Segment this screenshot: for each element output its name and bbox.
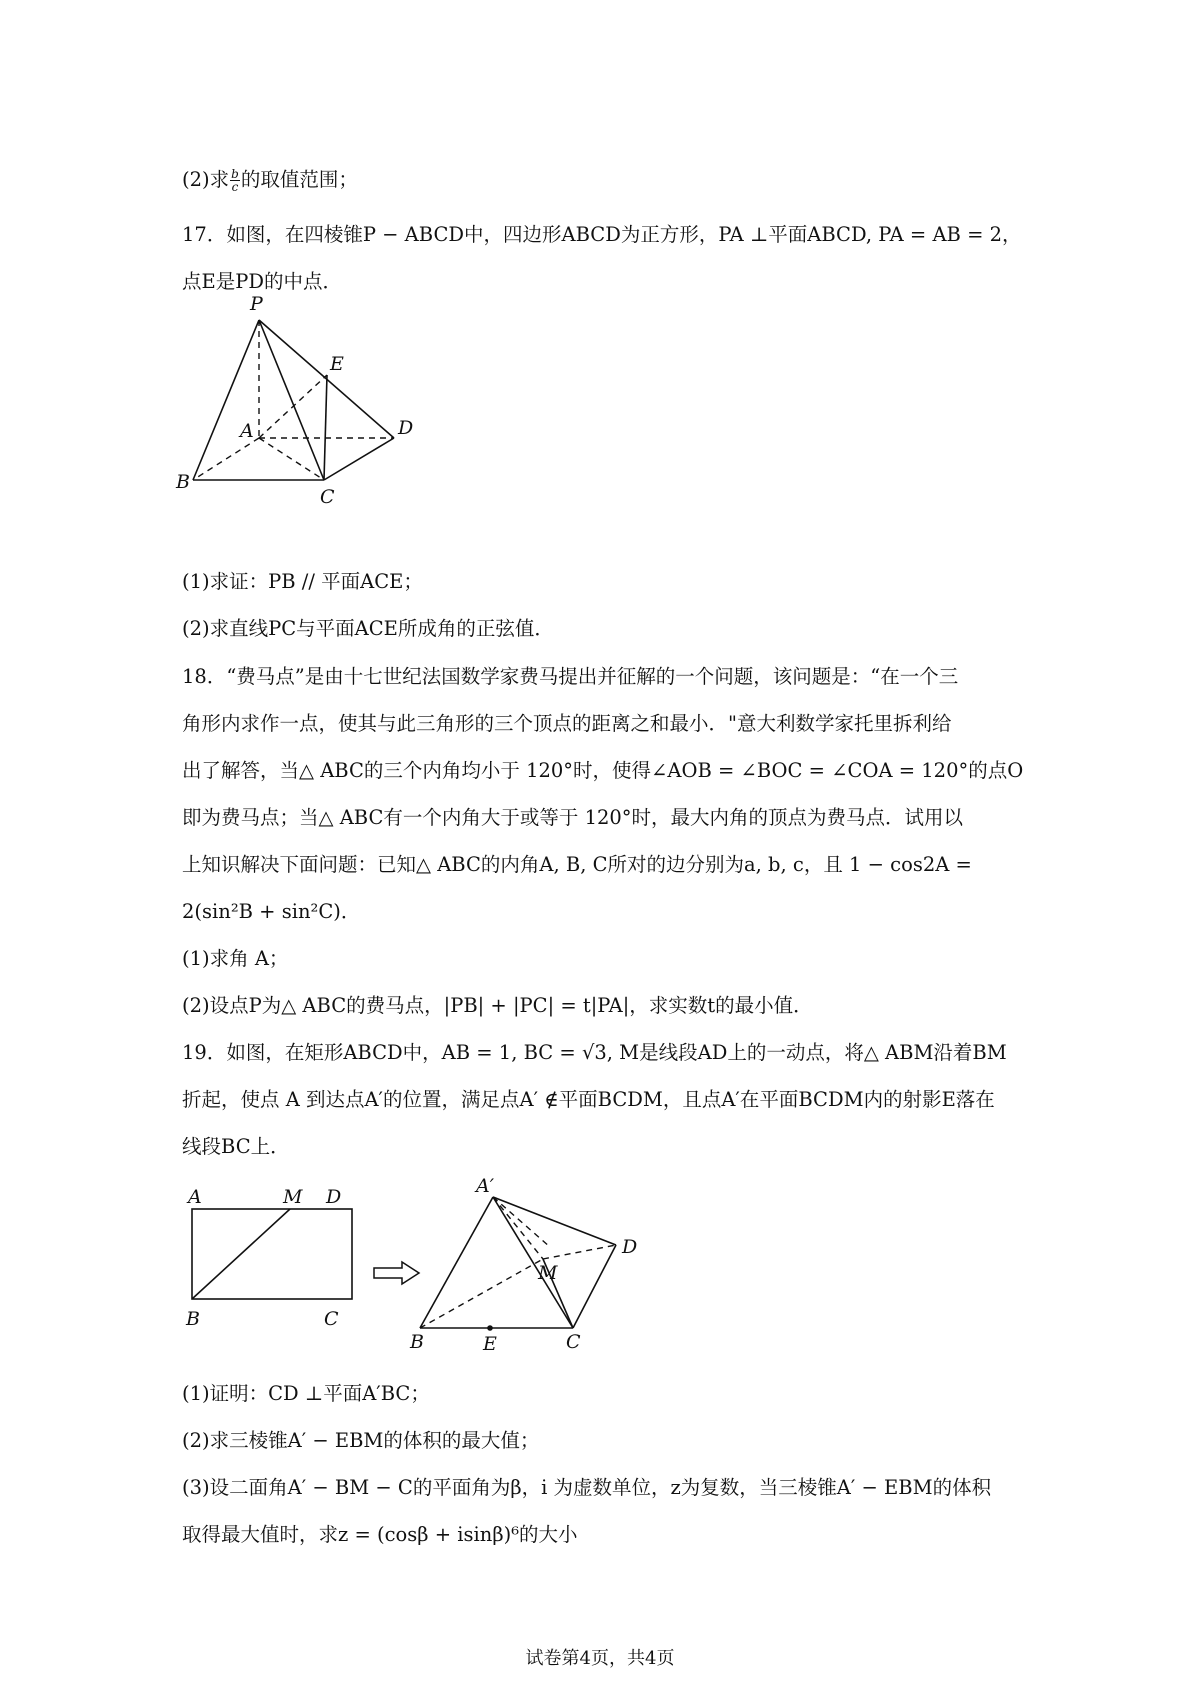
edge-PB [193, 320, 259, 480]
q17-stem-line2: 点E是PD的中点． [182, 270, 342, 293]
q19-stem-line1: 19．如图，在矩形ABCD中，AB = 1, BC = √3, M是线段AD上的一动点，将△ ABM沿着BM [182, 1041, 1007, 1064]
q19-stem-line3: 线段BC上． [182, 1135, 290, 1158]
fraction-numerator: b [231, 167, 239, 181]
edge-A'D [493, 1197, 616, 1245]
label-P: P [250, 293, 263, 315]
q18-stem-line3: 出了解答，当△ ABC的三个内角均小于 120°时，使得∠AOB = ∠BOC = ∠COA = 120°的点O [182, 759, 1024, 782]
q17-part1: (1)求证：PB // 平面ACE； [182, 570, 423, 593]
label-M: M [283, 1186, 303, 1208]
label-E: E [330, 353, 344, 375]
q18-stem-line2: 角形内求作一点，使其与此三角形的三个顶点的距离之和最小．"意大利数学家托里拆利给 [182, 712, 952, 735]
edge-PC [259, 320, 324, 480]
q17-part2: (2)求直线PC与平面ACE所成角的正弦值． [182, 617, 554, 640]
label-B: B [410, 1331, 424, 1353]
q19-part3-line1: (3)设二面角A′ − BM − C的平面角为β，i 为虚数单位，z为复数，当三棱锥A′ − EBM的体积 [182, 1476, 992, 1499]
q19-part3-line2: 取得最大值时，求z = (cosβ + isinβ)⁶的大小 [182, 1523, 578, 1546]
label-D: D [622, 1236, 638, 1258]
edge-CD [324, 438, 394, 480]
label-A-prime: A′ [476, 1175, 495, 1197]
q18-stem-line6: 2(sin²B + sin²C)． [182, 900, 361, 923]
edge-MD-dashed [543, 1245, 616, 1259]
edge-AE-dashed [259, 375, 327, 438]
label-A: A [240, 420, 254, 442]
label-C: C [324, 1308, 339, 1330]
edge-A'B [420, 1197, 493, 1328]
label-D: D [398, 417, 414, 439]
q18-part2: (2)设点P为△ ABC的费马点，|PB| + |PC| = t|PA|，求实数t的最小值． [182, 994, 813, 1017]
q19-part2: (2)求三棱锥A′ − EBM的体积的最大值； [182, 1429, 540, 1452]
q18-stem-line4: 即为费马点；当△ ABC有一个内角大于或等于 120°时，最大内角的顶点为费马点．试用以 [182, 806, 964, 829]
segment-BM [192, 1209, 290, 1299]
label-B: B [186, 1308, 200, 1330]
edge-A'M2-dashed [493, 1197, 550, 1247]
rectangle-ABCD [192, 1209, 352, 1299]
q18-stem-line5: 上知识解决下面问题：已知△ ABC的内角A, B, C所对的边分别为a, b, c，且 1 − cos2A = [182, 853, 972, 876]
q18-stem-line1: 18．“费马点”是由十七世纪法国数学家费马提出并征解的一个问题，该问题是：“在一个三 [182, 665, 959, 688]
fraction-denominator: c [231, 180, 239, 194]
q17-stem-line1: 17．如图，在四棱锥P − ABCD中，四边形ABCD为正方形，PA ⊥平面ABCD, PA = AB = 2， [182, 223, 1022, 246]
q19-folded-figure [410, 1175, 650, 1355]
q19-stem-line2: 折起，使点 A 到达点A′的位置，满足点A′ ∉平面BCDM，且点A′在平面BCDM内的射影E落在 [182, 1088, 995, 1111]
q18-part1: (1)求角 A； [182, 947, 289, 970]
label-A: A [188, 1186, 202, 1208]
edge-AC-dashed [259, 438, 324, 480]
q19-rectangle-figure [180, 1185, 370, 1330]
point-E [487, 1325, 493, 1331]
q17-pyramid-figure [176, 293, 460, 538]
label-C: C [566, 1331, 581, 1353]
fraction-b-over-c [230, 168, 240, 193]
q16-part2-prefix: (2)求 [182, 168, 230, 191]
edge-AB-dashed [193, 438, 259, 480]
edge-CD [573, 1245, 616, 1328]
label-C: C [320, 486, 335, 508]
q16-part2 [182, 166, 358, 194]
edge-EC [324, 375, 327, 480]
label-M: M [538, 1262, 558, 1284]
label-E: E [483, 1333, 497, 1355]
q16-part2-suffix: 的取值范围； [240, 168, 358, 191]
page-footer: 试卷第4页，共4页 [525, 1648, 675, 1669]
label-D: D [326, 1186, 342, 1208]
edge-A'C [493, 1197, 573, 1328]
label-B: B [176, 471, 190, 493]
q19-part1: (1)证明：CD ⊥平面A′BC； [182, 1382, 430, 1405]
